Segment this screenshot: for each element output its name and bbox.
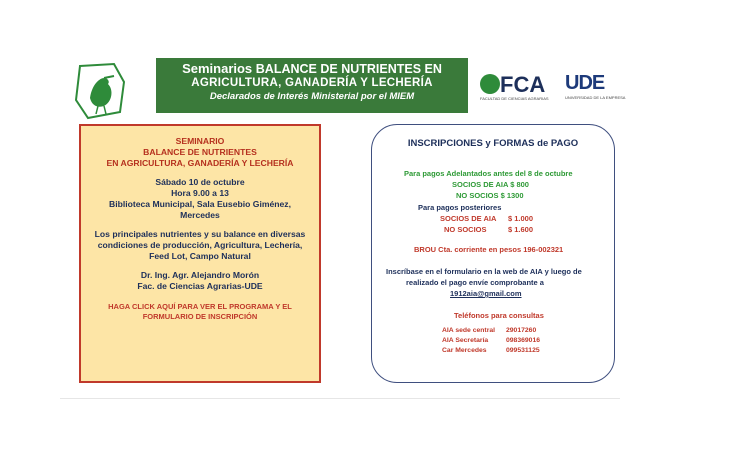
seminar-place-1: Biblioteca Municipal, Sala Eusebio Giménez, [109,199,291,209]
early-nosocios: NO SOCIOS $ 1300 [456,191,524,200]
seminar-title-1: SEMINARIO [175,136,225,146]
fca-circle-icon [480,74,500,94]
seminar-desc-2: condiciones de producción, Agricultura, Lechería, [97,240,303,250]
instructions-2: realizado el pago envíe comprobante a [406,278,544,287]
seminar-title-2: BALANCE DE NUTRIENTES [143,147,257,157]
fca-logo [480,72,548,106]
late-nosocios-label: NO SOCIOS [444,225,487,234]
banner-line-3: Declarados de Interés Ministerial por el MIEM [209,91,415,102]
payment-info-box [371,124,615,383]
fca-word: FCA [500,72,546,97]
aia-logo [70,60,128,122]
bird-icon [70,60,128,122]
fca-subtitle: FACULTAD DE CIENCIAS AGRARIAS [480,96,549,101]
seminar-time: Hora 9.00 a 13 [171,188,229,198]
seminar-desc-3: Feed Lot, Campo Natural [149,251,251,261]
seminar-desc-1: Los principales nutrientes y su balance en diversas [94,229,306,239]
early-socios: SOCIOS DE AIA $ 800 [452,180,529,189]
seminar-title-3: EN AGRICULTURA, GANADERÍA Y LECHERÍA [106,158,294,168]
seminar-info-box[interactable] [79,124,321,383]
phone-label: Car Mercedes [442,347,487,354]
ude-word: UDE [565,72,605,94]
late-nosocios-price: $ 1.600 [508,225,534,234]
phone-number: 098369016 [506,337,541,344]
phone-label: AIA Secretaría [442,337,489,344]
phone-number: 29017260 [506,327,537,334]
phone-label: AIA sede central [442,327,496,334]
banner-seminarios: Seminarios [182,61,256,76]
banner-line-1 [156,62,468,76]
early-payment-title: Para pagos Adelantados antes del 8 de octubre [404,169,573,178]
seminar-place-2: Mercedes [180,210,220,220]
payment-header: INSCRIPCIONES y FORMAS de PAGO [407,138,579,149]
email-link[interactable]: 1912aia@gmail.com [450,289,522,298]
ude-logo [565,72,626,106]
instructions-1: Inscríbase en el formulario en la web de AIA y luego de [386,267,582,276]
program-link-2[interactable]: FORMULARIO DE INSCRIPCIÓN [142,312,258,321]
late-socios-price: $ 1.000 [508,214,534,223]
phones-title: Teléfonos para consultas [454,311,544,320]
program-link-1[interactable]: HAGA CLICK AQUÍ PARA VER EL PROGRAMA Y EL [108,302,292,311]
ude-subtitle: UNIVERSIDAD DE LA EMPRESA [565,95,626,100]
late-socios-label: SOCIOS DE AIA [440,214,497,223]
bank-account: BROU Cta. corriente en pesos 196-002321 [414,245,564,254]
speaker-name: Dr. Ing. Agr. Alejandro Morón [140,270,260,280]
late-payment-title: Para pagos posteriores [418,203,502,212]
header-banner [156,58,468,113]
banner-title-part: BALANCE DE NUTRIENTES EN [255,62,442,76]
banner-line-2: AGRICULTURA, GANADERÍA Y LECHERÍA [191,77,433,89]
speaker-affiliation: Fac. de Ciencias Agrarias-UDE [137,281,263,291]
divider [60,398,620,399]
phone-number: 099531125 [506,347,540,354]
seminar-date: Sábado 10 de octubre [155,177,245,187]
